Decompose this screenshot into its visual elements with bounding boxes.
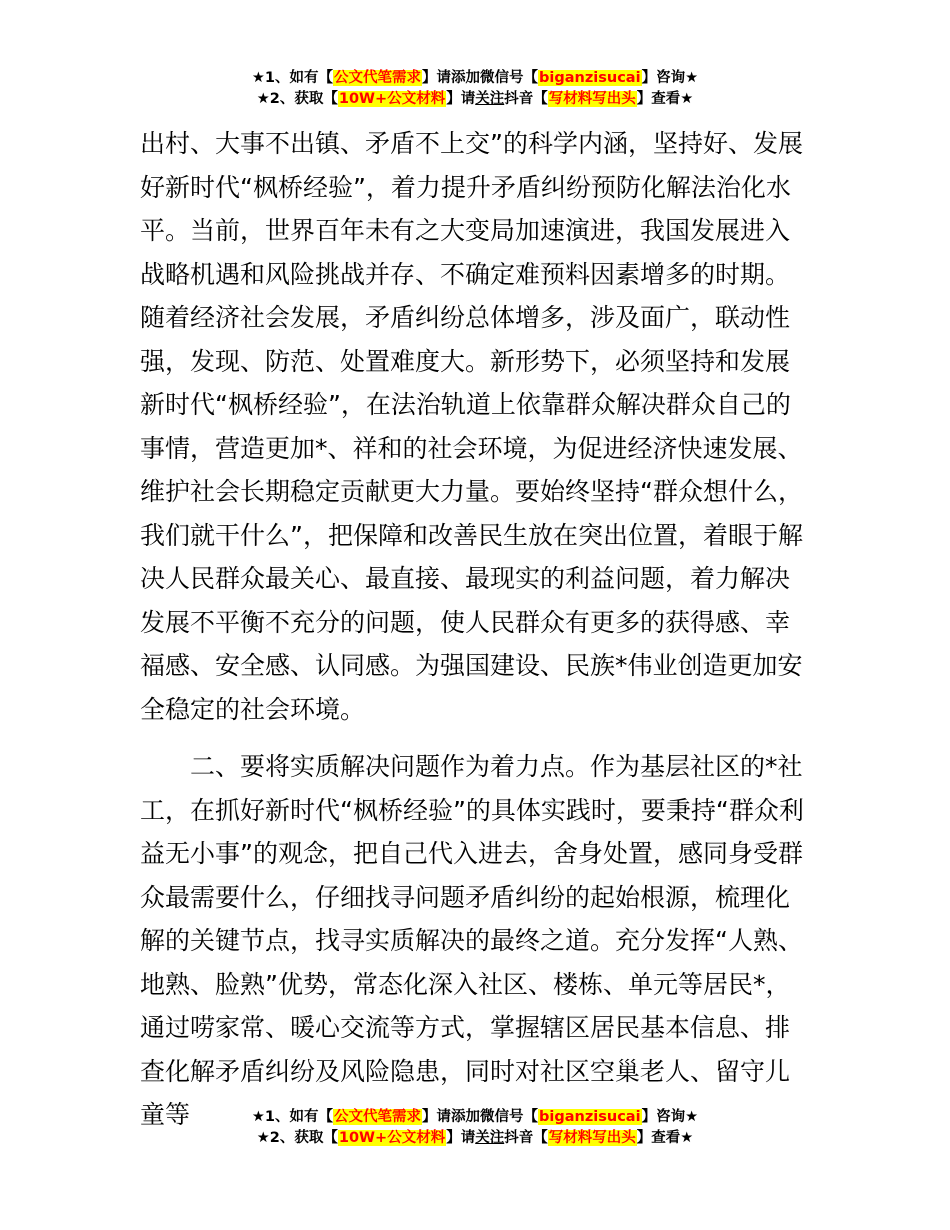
footer-ad-banner [0,1107,950,1149]
ad-text: 】查看★ [636,1130,694,1146]
ad-text: 】查看★ [636,91,694,107]
ad-text: 】请 [446,91,476,107]
header-ad-banner [0,68,950,110]
ad-text: 】咨询★ [641,1109,699,1125]
ad-highlight-materials: 10W+公文材料 [338,91,446,107]
ad-text: ★2、获取【 [256,1130,338,1146]
ad-underlined-text: 关注 [475,1130,505,1146]
ad-text: ★1、如有【 [251,1109,334,1125]
ad-highlight-wechat-id: biganzisucai [539,70,641,86]
ad-text: 】请添加微信号【 [422,70,539,86]
ad-text: 】咨询★ [641,70,699,86]
ad-text: 抖音【 [504,91,548,107]
ad-text: 】请添加微信号【 [422,1109,539,1125]
ad-text: ★1、如有【 [251,70,334,86]
ad-highlight-service: 公文代笔需求 [334,1109,422,1125]
ad-line-2 [0,89,950,110]
ad-highlight-douyin: 写材料写出头 [548,1130,636,1146]
ad-highlight-materials: 10W+公文材料 [338,1130,446,1146]
body-paragraph: 出村、大事不出镇、矛盾不上交”的科学内涵，坚持好、发展好新时代“枫桥经验”，着力提升矛盾纠纷预防化解法治化水平。当前，世界百年未有之大变局加速演进，我国发展进入战略机遇和风险挑战并存、不确定难预料因素增多的时期。随着经济社会发展，矛盾纠纷总体增多，涉及面广，联动性强，发现、防范、处置难度大。新形势下，必须坚持和发展新时代“枫桥经验”，在法治轨道上依靠群众解决群众自己的事情，营造更加*、祥和的社会环境，为促进经济快速发展、维护社会长期稳定贡献更大力量。要始终坚持“群众想什么，我们就干什么”，把保障和改善民生放在突出位置，着眼于解决人民群众最关心、最直接、最现实的利益问题，着力解决发展不平衡不充分的问题，使人民群众有更多的获得感、幸福感、安全感、认同感。为强国建设、民族*伟业创造更加安全稳定的社会环境。 [140,129,803,724]
ad-line-2 [0,1128,950,1149]
ad-line-1 [0,68,950,89]
body-paragraph: 二、要将实质解决问题作为着力点。作为基层社区的*社工，在抓好新时代“枫桥经验”的具体实践时，要秉持“群众利益无小事”的观念，把自己代入进去，舍身处置，感同身受群众最需要什么，仔细找寻问题矛盾纠纷的起始根源，梳理化解的关键节点，找寻实质解决的最终之道。充分发挥“人熟、地熟、脸熟”优势，常态化深入社区、楼栋、单元等居民*，通过唠家常、暖心交流等方式，掌握辖区居民基本信息、排查化解矛盾纠纷及风险隐患，同时对社区空巢老人、留守儿童等 [140,752,804,1129]
ad-highlight-douyin: 写材料写出头 [548,91,636,107]
ad-highlight-service: 公文代笔需求 [334,70,422,86]
ad-text: 】请 [446,1130,476,1146]
ad-underlined-text: 关注 [475,91,505,107]
ad-highlight-wechat-id: biganzisucai [539,1109,641,1125]
ad-text: ★2、获取【 [256,91,338,107]
ad-text: 抖音【 [504,1130,548,1146]
ad-line-1 [0,1107,950,1128]
document-body [140,122,812,1137]
